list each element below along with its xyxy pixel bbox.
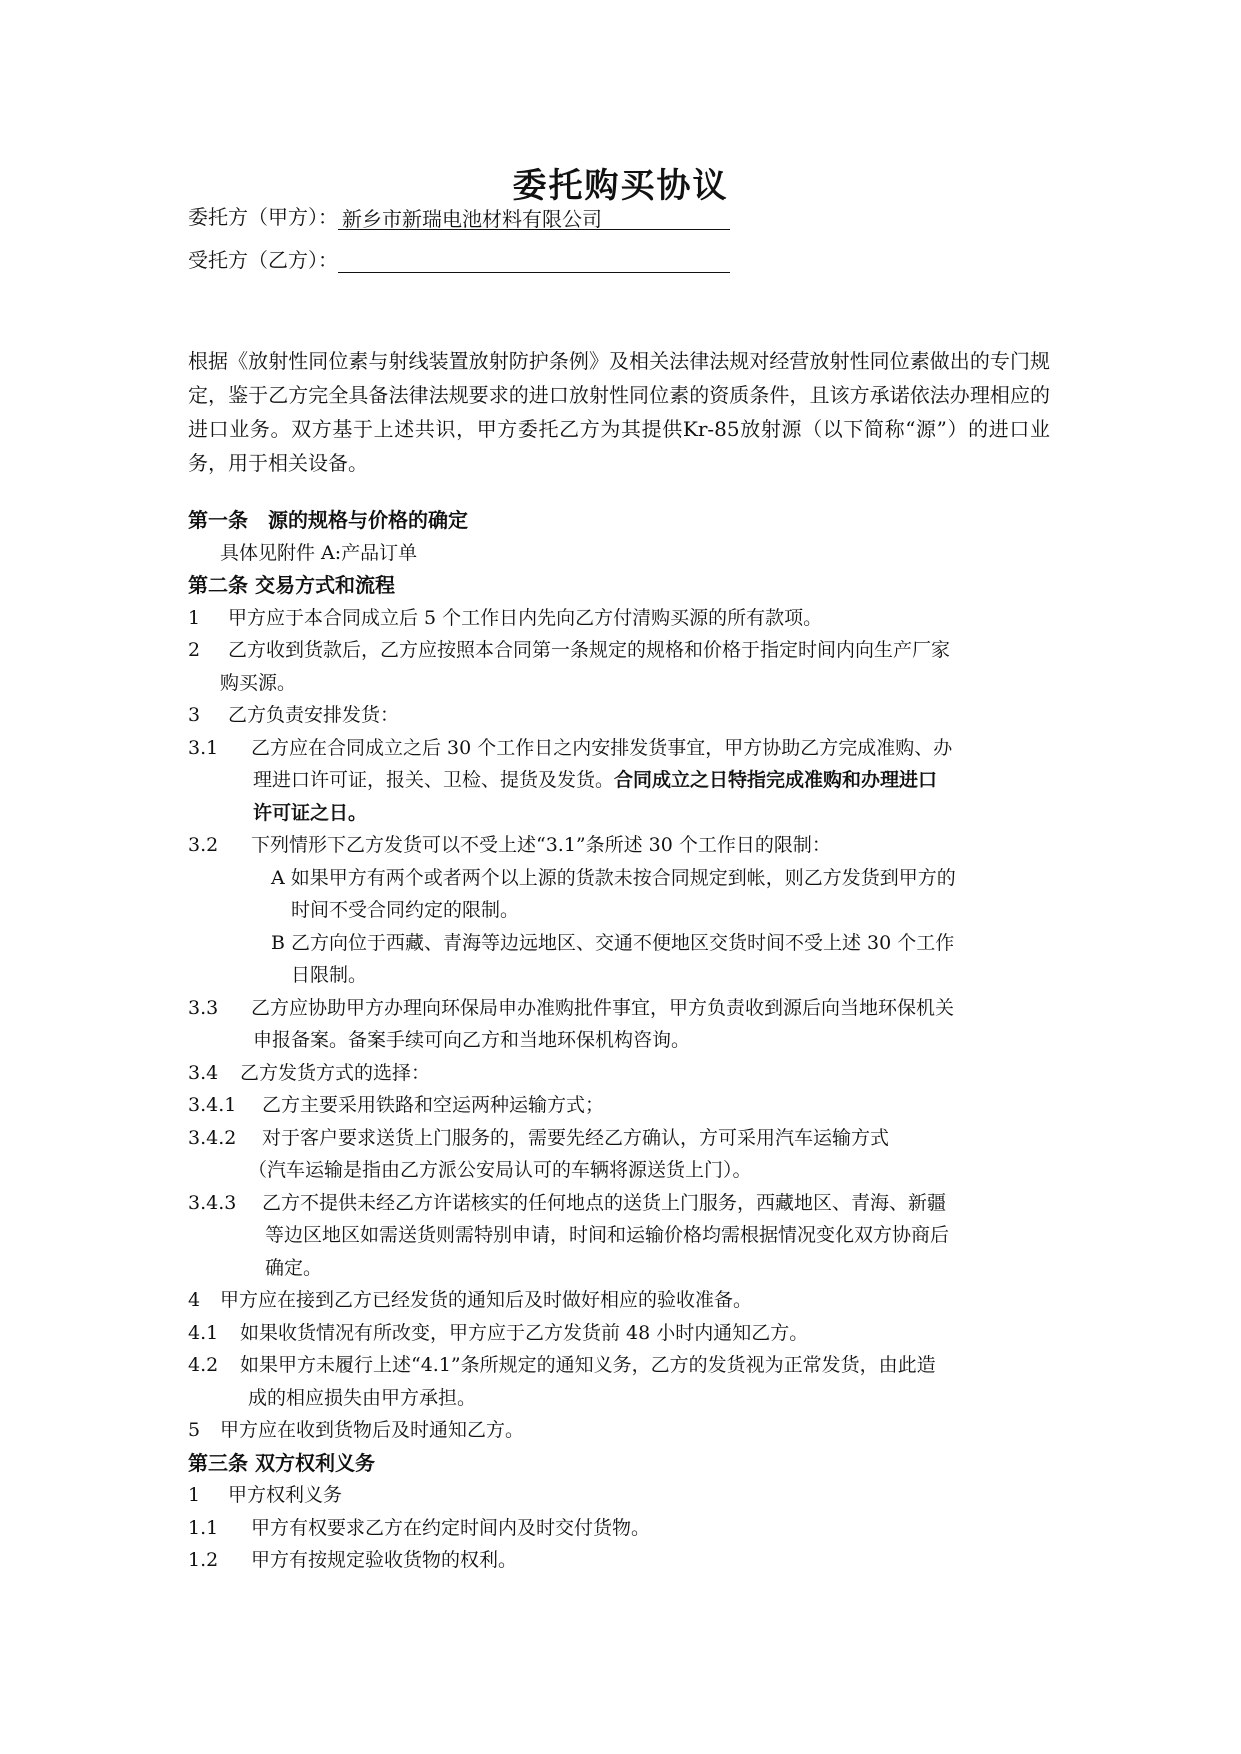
clause-number: 3.4.3 [188, 1191, 237, 1214]
clause-text: 甲方应于本合同成立后 5 个工作日内先向乙方付清购买源的所有款项。 [228, 606, 823, 629]
clause-5 [188, 1414, 1063, 1447]
clause-3-2-a-continuation: 时间不受合同约定的限制。 [291, 899, 520, 921]
clause-3-2 [188, 829, 1063, 862]
clause-text: 如果甲方未履行上述“4.1”条所规定的通知义务，乙方的发货视为正常发货，由此造 [240, 1354, 936, 1376]
party-a-field: 新乡市新瑞电池材料有限公司 [338, 206, 730, 230]
clause-3-4-3-continuation: 等边区地区如需送货则需特别申请，时间和运输价格均需根据情况变化双方协商后 [265, 1224, 950, 1246]
clause-number: 1.2 [188, 1549, 219, 1571]
clause-3-rights-1-1 [188, 1512, 1063, 1545]
clause-3-4 [188, 1057, 1063, 1090]
clause-number: 2 [188, 639, 201, 661]
clause-2-continuation: 购买源。 [220, 671, 297, 694]
clause-3-3-continuation: 申报备案。备案手续可向乙方和当地环保机构咨询。 [253, 1029, 691, 1051]
clause-text: 甲方有按规定验收货物的权利。 [251, 1549, 518, 1571]
clause-number: 3.4.1 [188, 1094, 237, 1116]
clause-text: 乙方负责安排发货： [228, 704, 400, 726]
section-1-line: 具体见附件 A:产品订单 [220, 541, 418, 564]
clause-3-4-1 [188, 1089, 1063, 1122]
section-2-heading: 第二条 交易方式和流程 [188, 573, 395, 597]
clause-text: 乙方收到货款后，乙方应按照本合同第一条规定的规格和价格于指定时间内向生产厂家 [228, 639, 951, 661]
party-a-line [188, 204, 730, 230]
clause-emphasis: 合同成立之日特指完成准购和办理进口 [614, 769, 938, 791]
section-3-heading: 第三条 双方权利义务 [188, 1450, 375, 1475]
clause-3-rights-1 [188, 1479, 1063, 1512]
clause-3-3 [188, 992, 1063, 1025]
clause-text: 乙方不提供未经乙方许诺核实的任何地点的送货上门服务，西藏地区、青海、新疆 [262, 1191, 947, 1214]
clause-number: 3.1 [188, 736, 219, 759]
clause-3-1-emphasis-end: 许可证之日。 [253, 801, 368, 824]
section-1-heading: 第一条 源的规格与价格的确定 [188, 508, 468, 532]
clause-3-2-a: A 如果甲方有两个或者两个以上源的货款未按合同规定到帐，则乙方发货到甲方的 [271, 866, 956, 889]
clause-number: 1 [188, 606, 201, 629]
clause-3-2-b-continuation: 日限制。 [291, 964, 368, 986]
clause-text: 乙方主要采用铁路和空运两种运输方式； [262, 1094, 605, 1116]
clause-3-4-3-continuation-2: 确定。 [265, 1256, 323, 1279]
clause-text: 下列情形下乙方发货可以不受上述“3.1”条所述 30 个工作日的限制： [251, 834, 831, 856]
clause-number: 3.2 [188, 834, 219, 856]
contract-body [188, 504, 1063, 1577]
clause-number: 1 [188, 1484, 201, 1506]
clause-text: 甲方权利义务 [228, 1484, 343, 1506]
clause-text: 如果收货情况有所改变，甲方应于乙方发货前 48 小时内通知乙方。 [240, 1321, 809, 1344]
clause-number: 4 [188, 1289, 201, 1311]
clause-3 [188, 699, 1063, 732]
document-title: 委托购买协议 [512, 166, 729, 206]
party-b-line [188, 247, 730, 273]
clause-text: 对于客户要求送货上门服务的，需要先经乙方确认，方可采用汽车运输方式 [262, 1126, 890, 1149]
clause-number: 3 [188, 704, 201, 726]
clause-4-2-continuation: 成的相应损失由甲方承担。 [248, 1386, 477, 1409]
party-b-field [338, 249, 730, 273]
clause-text: 乙方应在合同成立之后 30 个工作日之内安排发货事宜，甲方协助乙方完成准购、办 [251, 736, 953, 759]
clause-text: 甲方有权要求乙方在约定时间内及时交付货物。 [251, 1516, 651, 1539]
clause-text: 甲方应在收到货物后及时通知乙方。 [220, 1419, 525, 1441]
clause-text: 乙方发货方式的选择： [240, 1061, 431, 1084]
clause-4 [188, 1284, 1063, 1317]
intro-paragraph: 根据《放射性同位素与射线装置放射防护条例》及相关法律法规对经营放射性同位素做出的专门规定，鉴于乙方完全具备法律法规要求的进口放射性同位素的资质条件，且该方承诺依法办理相应的进口业务。双方基于上述共识，甲方委托乙方为其提供Kr-85放射源（以下简称“源”）的进口业务，用于相关设备。 [188, 349, 1050, 475]
clause-text: 理进口许可证，报关、卫检、提货及发货。 [253, 769, 615, 791]
clause-4-1 [188, 1317, 1063, 1350]
clause-text: 甲方应在接到乙方已经发货的通知后及时做好相应的验收准备。 [220, 1289, 753, 1311]
clause-3-4-2-continuation: （汽车运输是指由乙方派公安局认可的车辆将源送货上门）。 [248, 1159, 752, 1181]
clause-number: 3.4.2 [188, 1126, 237, 1149]
clause-3-1-continuation [188, 764, 1063, 797]
clause-number: 5 [188, 1419, 201, 1441]
clause-4-2 [188, 1349, 1063, 1382]
clause-number: 4.2 [188, 1354, 219, 1376]
clause-number: 1.1 [188, 1516, 219, 1539]
party-a-label: 委托方（甲方）： [188, 205, 338, 229]
clause-text: 乙方应协助甲方办理向环保局申办准购批件事宜，甲方负责收到源后向当地环保机关 [251, 996, 955, 1019]
clause-3-4-3 [188, 1187, 1063, 1220]
clause-number: 4.1 [188, 1321, 219, 1344]
clause-3-2-b: B 乙方向位于西藏、青海等边远地区、交通不便地区交货时间不受上述 30 个工作 [271, 931, 955, 954]
clause-3-4-2 [188, 1122, 1063, 1155]
party-b-label: 受托方（乙方）： [188, 248, 338, 272]
clause-3-rights-1-2 [188, 1544, 1063, 1577]
clause-1 [188, 602, 1063, 635]
clause-number: 3.3 [188, 996, 219, 1019]
clause-2 [188, 634, 1063, 667]
clause-number: 3.4 [188, 1061, 219, 1084]
clause-3-1 [188, 732, 1063, 765]
